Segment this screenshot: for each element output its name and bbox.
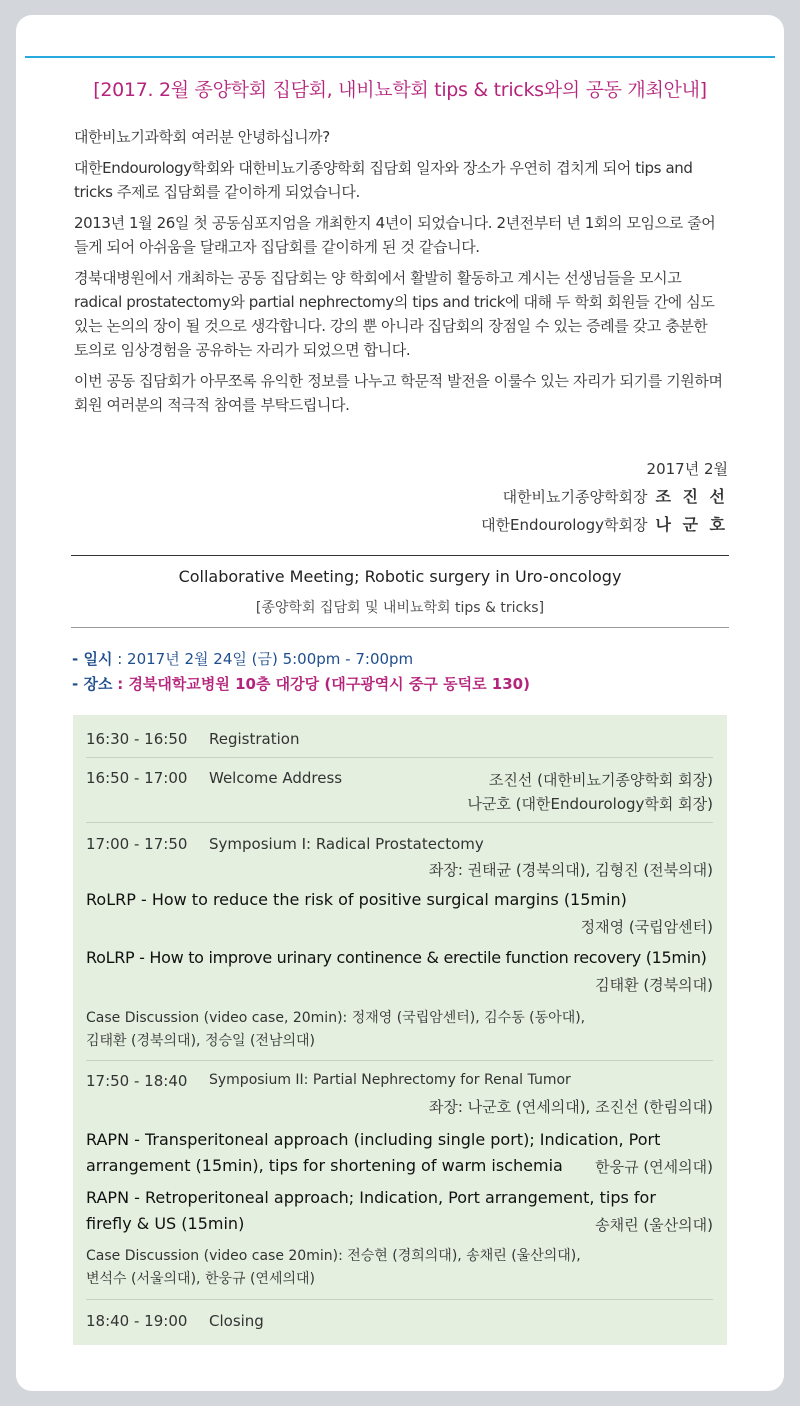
- letter-body: [74, 125, 724, 424]
- meeting-title: Collaborative Meeting; Robotic surgery in Uro-oncology: [178, 567, 622, 586]
- date-value: : 2017년 2월 24일 (금) 5:00pm - 7:00pm: [117, 650, 414, 668]
- session-label: Welcome Address: [209, 769, 343, 787]
- row-divider: [86, 1060, 713, 1061]
- talk-title: RoLRP - How to improve urinary continence & erectile function recovery (15min): [86, 948, 707, 967]
- place-value: : 경북대학교병원 10층 대강당 (대구광역시 중구 동덕로 130): [117, 675, 530, 693]
- session-label: Registration: [209, 730, 300, 748]
- talk-item: [86, 945, 713, 999]
- case-line: 김태환 (경북의대), 정승일 (전남의대): [86, 1033, 315, 1049]
- signer-line: [481, 511, 728, 539]
- schedule-row-symposium-1: [86, 835, 713, 885]
- row-divider: [86, 822, 713, 823]
- row-divider: [86, 1299, 713, 1300]
- session-time: 17:00 - 17:50: [86, 835, 188, 853]
- talk-speaker: 김태환 (경북의대): [595, 976, 713, 994]
- place-label: - 장소: [72, 675, 113, 693]
- notice-card: [16, 15, 784, 1391]
- divider: [71, 555, 729, 556]
- session-time: 17:50 - 18:40: [86, 1072, 188, 1090]
- signature-block: [481, 455, 728, 539]
- signer-line: [481, 483, 728, 511]
- letter-paragraph: 경북대병원에서 개최하는 공동 집담회는 양 학회에서 활발히 활동하고 계시는 선생님들을 모시고 radical prostatectomy와 partial nephrectomy의 tips and trick에 대해 두 학회 회원들 간에 심도 있는 논의의 장이 될 것으로 생각합니다. 강의 뿐 아니라 집담회의 장점일 수 있는 증례를 갖고 충분한 토의로 임상경험을 공유하는 자리가 되었으면 합니다.: [74, 269, 715, 359]
- schedule-row-welcome: [86, 769, 713, 819]
- session-time: 16:50 - 17:00: [86, 769, 188, 787]
- letter-paragraph: 이번 공동 집담회가 아무쪼록 유익한 정보를 나누고 학문적 발전을 이룰수 있는 자리가 되기를 기원하며 회원 여러분의 적극적 참여를 부탁드립니다.: [74, 372, 723, 414]
- letter-paragraph: 대한Endourology학회와 대한비뇨기종양학회 집담회 일자와 장소가 우연히 겹치게 되어 tips and tricks 주제로 집담회를 같이하게 되었습니다.: [74, 159, 693, 201]
- chairs: 좌장: 나군호 (연세의대), 조진선 (한림의대): [428, 1098, 713, 1116]
- talk-speaker: 송채린 (울산의대): [595, 1216, 713, 1234]
- meeting-place: [72, 672, 530, 697]
- letter-paragraph: 대한비뇨기과학회 여러분 안녕하십니까?: [74, 128, 330, 146]
- speaker: 조진선 (대한비뇨기종양학회 회장): [488, 771, 713, 789]
- meeting-info: [72, 647, 530, 697]
- session-label: Symposium II: Partial Nephrectomy for Renal Tumor: [209, 1072, 571, 1088]
- case-line: 변석수 (서울의대), 한웅규 (연세의대): [86, 1271, 315, 1287]
- letter-date: 2017년 2월: [646, 460, 728, 478]
- signer-role: 대한Endourology학회장: [481, 516, 648, 534]
- case-discussion: [86, 1245, 713, 1291]
- talk-item: [86, 1127, 713, 1181]
- chairs: 좌장: 권태균 (경북의대), 김형진 (전북의대): [428, 861, 713, 879]
- date-label: - 일시: [72, 650, 113, 668]
- meeting-subtitle: [종양학회 집담회 및 내비뇨학회 tips & tricks]: [255, 600, 545, 616]
- notice-title: [2017. 2월 종양학회 집담회, 내비뇨학회 tips & tricks와의 공동 개최안내]: [93, 79, 707, 101]
- talk-title: RoLRP - How to reduce the risk of positive surgical margins (15min): [86, 890, 627, 909]
- schedule-row-symposium-2: [86, 1072, 713, 1122]
- case-discussion: [86, 1007, 713, 1053]
- signer-role: 대한비뇨기종양학회장: [502, 488, 648, 506]
- signer-name: 나 군 호: [655, 515, 728, 534]
- talk-title: arrangement (15min), tips for shortening of warm ischemia: [86, 1156, 563, 1175]
- session-label: Symposium I: Radical Prostatectomy: [209, 835, 484, 853]
- talk-title: RAPN - Retroperitoneal approach; Indication, Port arrangement, tips for: [86, 1188, 656, 1207]
- letter-paragraph: 2013년 1월 26일 첫 공동심포지엄을 개최한지 4년이 되었습니다. 2년전부터 년 1회의 모임으로 줄어들게 되어 아쉬움을 달래고자 집담회를 같이하게 된 것 같습니다.: [74, 214, 716, 256]
- session-label: Closing: [209, 1312, 264, 1330]
- talk-speaker: 한웅규 (연세의대): [595, 1158, 713, 1176]
- signer-name: 조 진 선: [655, 487, 728, 506]
- talk-item: [86, 1185, 713, 1239]
- talk-speaker: 정재영 (국립암센터): [580, 918, 713, 936]
- talk-item: [86, 887, 713, 941]
- divider: [71, 627, 729, 628]
- case-line: Case Discussion (video case 20min): 전승현 (경희의대), 송채린 (울산의대),: [86, 1248, 581, 1264]
- talk-title: RAPN - Transperitoneal approach (including single port); Indication, Port: [86, 1130, 661, 1149]
- meeting-date: [72, 647, 530, 672]
- session-time: 18:40 - 19:00: [86, 1312, 188, 1330]
- top-divider: [25, 56, 775, 58]
- speaker: 나군호 (대한Endourology학회 회장): [467, 795, 713, 813]
- program-schedule: [73, 715, 727, 1345]
- session-time: 16:30 - 16:50: [86, 730, 188, 748]
- case-line: Case Discussion (video case, 20min): 정재영 (국립암센터), 김수동 (동아대),: [86, 1010, 586, 1026]
- row-divider: [86, 757, 713, 758]
- talk-title: firefly & US (15min): [86, 1214, 245, 1233]
